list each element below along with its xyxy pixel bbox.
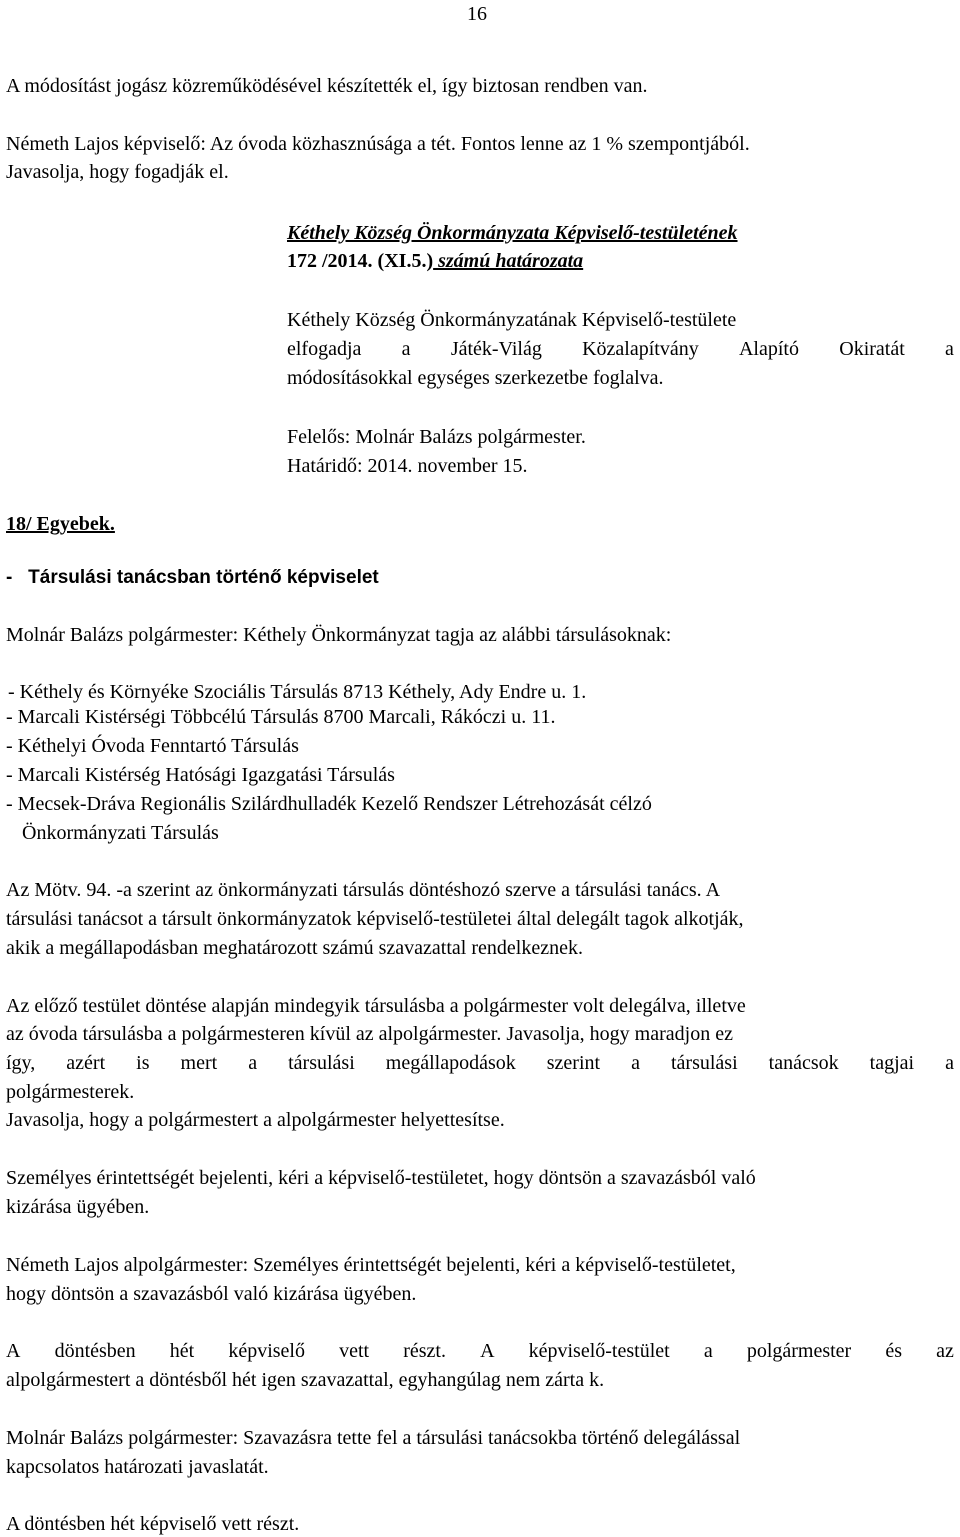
page-number: 16: [467, 3, 487, 25]
nemeth-remark-line-1: Németh Lajos képviselő: Az óvoda közhasznúsága a tét. Fontos lenne az 1 % szempontjából.: [6, 133, 750, 155]
decision-line-1: A döntésben hét képviselő vett részt. A képviselő-testület a polgármester és az: [6, 1340, 954, 1362]
vote-proposal-line-2: kapcsolatos határozati javaslatát.: [6, 1456, 269, 1478]
association-item: - Kéthelyi Óvoda Fenntartó Társulás: [6, 735, 299, 757]
resolution-number: 172 /2014. (XI.5.): [287, 250, 434, 272]
nemeth-statement-line-2: hogy döntsön a szavazásból való kizárása ügyében.: [6, 1283, 417, 1305]
previous-board-line-2: az óvoda társulásba a polgármesteren kívül az alpolgármester. Javasolja, hogy maradjon ez: [6, 1023, 733, 1045]
mayor-intro: Molnár Balázs polgármester: Kéthely Önkormányzat tagja az alábbi társulásoknak:: [6, 624, 672, 646]
association-item: - Marcali Kistérségi Többcélú Társulás 8700 Marcali, Rákóczi u. 11.: [6, 706, 556, 728]
resolution-heading-line-1: Kéthely Község Önkormányzata Képviselő-testületének: [287, 222, 738, 244]
motv-paragraph-line-3: akik a megállapodásban meghatározott számú szavazattal rendelkeznek.: [6, 937, 583, 959]
personal-interest-line-2: kizárása ügyében.: [6, 1196, 150, 1218]
nemeth-remark-line-2: Javasolja, hogy fogadják el.: [6, 161, 229, 183]
resolution-heading-line-2: [287, 249, 583, 273]
motv-paragraph-line-1: Az Mötv. 94. -a szerint az önkormányzati társulás döntéshozó szerve a társulási tanács. A: [6, 879, 721, 901]
resolution-body-line-3: módosításokkal egységes szerkezetbe foglalva.: [287, 367, 664, 389]
motv-paragraph-line-2: társulási tanácsot a társult önkormányzatok képviselő-testületei által delegált tagok alkotják,: [6, 908, 744, 930]
nemeth-statement-line-1: Németh Lajos alpolgármester: Személyes érintettségét bejelenti, kéri a képviselő-testületet,: [6, 1254, 736, 1276]
resolution-deadline: Határidő: 2014. november 15.: [287, 455, 528, 477]
personal-interest-line-1: Személyes érintettségét bejelenti, kéri a képviselő-testületet, hogy döntsön a szavazásból való: [6, 1167, 756, 1189]
association-item: - Kéthely és Környéke Szociális Társulás 8713 Kéthely, Ady Endre u. 1.: [8, 681, 587, 703]
vote-proposal-line-1: Molnár Balázs polgármester: Szavazásra tette fel a társulási tanácsokba történő delegálással: [6, 1427, 741, 1449]
association-item: - Mecsek-Dráva Regionális Szilárdhulladék Kezelő Rendszer Létrehozását célzó: [6, 793, 652, 815]
resolution-body-line-1: Kéthely Község Önkormányzatának Képviselő-testülete: [287, 309, 737, 331]
intro-paragraph: A módosítást jogász közreműködésével készítették el, így biztosan rendben van.: [6, 75, 648, 97]
previous-board-line-3: így, azért is mert a társulási megállapodások szerint a társulási tanácsok tagjai a: [6, 1052, 954, 1074]
final-statement: A döntésben hét képviselő vett részt.: [6, 1513, 300, 1535]
previous-board-line-1: Az előző testület döntése alapján mindegyik társulásba a polgármester volt delegálva, illetve: [6, 995, 746, 1017]
resolution-responsible: Felelős: Molnár Balázs polgármester.: [287, 426, 586, 448]
previous-board-line-5: Javasolja, hogy a polgármestert a alpolgármester helyettesítse.: [6, 1109, 505, 1131]
decision-line-2: alpolgármestert a döntésből hét igen szavazattal, egyhangúlag nem zárta k.: [6, 1369, 605, 1391]
association-item-continued: Önkormányzati Társulás: [22, 822, 219, 844]
previous-board-line-4: polgármesterek.: [6, 1081, 135, 1103]
resolution-body-line-2: elfogadja a Játék-Világ Közalapítvány Alapító Okiratát a: [287, 338, 954, 360]
section-title: 18/ Egyebek.: [6, 513, 115, 535]
section-subtitle: - Társulási tanácsban történő képviselet: [6, 567, 379, 588]
resolution-label: számú határozata: [433, 250, 584, 272]
association-item: - Marcali Kistérség Hatósági Igazgatási Társulás: [6, 764, 395, 786]
